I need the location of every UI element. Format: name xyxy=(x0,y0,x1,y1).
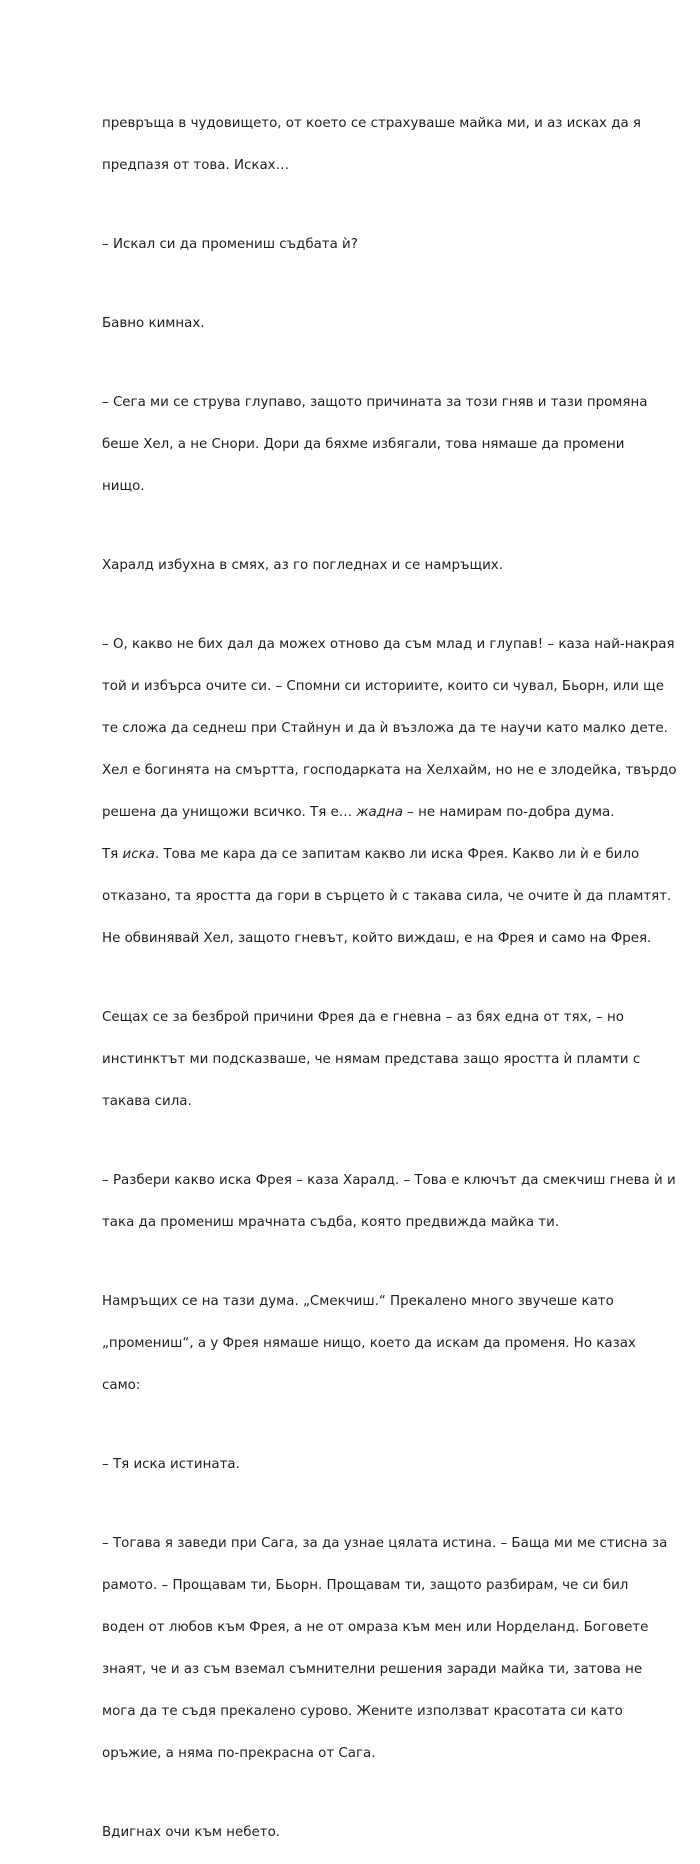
text-line: Не обвинявай Хел, защото гневът, който виждаш, е на Фрея и само на Фрея. xyxy=(102,931,652,946)
paragraph xyxy=(102,534,622,597)
text-line: – Сега ми се струва глупаво, защото причината за този гняв и тази промяна xyxy=(102,395,648,410)
text-line: отказано, та яростта да гори в сърцето ѝ с такава сила, че очите ѝ да пламтят. xyxy=(102,889,672,904)
paragraph xyxy=(102,1270,636,1417)
text-line: – Разбери какво иска Фрея – каза Харалд. – Това е ключът да смекчиш гнева ѝ и xyxy=(102,1173,676,1188)
text-line: Хел е богинята на смъртта, господарката на Хелхайм, но не е злодейка, твърдо xyxy=(102,763,677,778)
paragraph xyxy=(102,371,648,518)
text-line: оръжие, а няма по-прекрасна от Сага. xyxy=(102,1746,376,1761)
text-line: такава сила. xyxy=(102,1094,192,1109)
text-line: Вдигнах очи към небето. xyxy=(102,1825,281,1840)
text-line: беше Хел, а не Снори. Дори да бяхме избягали, това нямаше да промени xyxy=(102,437,625,452)
text-line: мога да те съдя прекалено сурово. Жените използват красотата си като xyxy=(102,1704,623,1719)
text-line: нищо. xyxy=(102,479,145,494)
paragraph xyxy=(102,92,641,197)
paragraph xyxy=(102,986,641,1133)
text-line: – Тя иска истината. xyxy=(102,1457,240,1472)
text-line: – Тогава я заведи при Сага, за да узнае цялата истина. – Баща ми ме стисна за xyxy=(102,1536,668,1551)
text-line: Бавно кимнах. xyxy=(102,316,205,331)
paragraph xyxy=(102,213,622,276)
paragraph xyxy=(102,613,677,970)
text-line: така да промениш мрачната съдба, която предвижда майка ти. xyxy=(102,1215,560,1230)
body-text xyxy=(102,92,677,1864)
text-line: Харалд избухна в смях, аз го погледнах и се намръщих. xyxy=(102,558,503,573)
text-line: само: xyxy=(102,1378,141,1393)
text-line: той и избърса очите си. – Спомни си историите, които си чувал, Бьорн, или ще xyxy=(102,679,665,694)
text-line: рамото. – Прощавам ти, Бьорн. Прощавам ти, защото разбирам, че си бил xyxy=(102,1578,629,1593)
text-line: Сещах се за безброй причини Фрея да е гневна – аз бях една от тях, – но xyxy=(102,1010,624,1025)
text-run: . Това ме кара да се запитам какво ли иска Фрея. Какво ли ѝ е било xyxy=(154,847,640,862)
text-run: Тя xyxy=(102,847,123,862)
text-run: – не намирам по-добра дума. xyxy=(402,805,615,820)
text-line: те сложа да седнеш при Стайнун и да ѝ възложа да те научи като малко дете. xyxy=(102,721,668,736)
text-run: решена да унищожи всичко. Тя е… xyxy=(102,805,357,820)
emphasis-text: жадна xyxy=(356,805,403,820)
emphasis-text: иска xyxy=(122,847,155,862)
text-line xyxy=(102,802,622,823)
text-line: превръща в чудовището, от което се страхуваше майка ми, и аз исках да я xyxy=(102,116,641,131)
text-line: воден от любов към Фрея, а не от омраза към мен или Норделанд. Боговете xyxy=(102,1620,649,1635)
paragraph xyxy=(102,1149,676,1254)
text-line: – О, какво не бих дал да можех отново да съм млад и глупав! – каза най-накрая xyxy=(102,637,675,652)
text-line: – Искал си да промениш съдбата ѝ? xyxy=(102,237,358,252)
paragraph xyxy=(102,1512,668,1785)
text-line: „промениш“, а у Фрея нямаше нищо, което да искам да променя. Но казах xyxy=(102,1336,636,1351)
paragraph xyxy=(102,1801,622,1864)
text-line xyxy=(102,844,640,865)
text-line: предпазя от това. Исках… xyxy=(102,158,289,173)
paragraph xyxy=(102,1433,622,1496)
paragraph xyxy=(102,292,622,355)
text-line: Намръщих се на тази дума. „Смекчиш.“ Прекалено много звучеше като xyxy=(102,1294,614,1309)
text-line: инстинктът ми подсказваше, че нямам представа защо яростта ѝ пламти с xyxy=(102,1052,641,1067)
text-line: знаят, че и аз съм вземал съмнителни решения заради майка ти, затова не xyxy=(102,1662,643,1677)
